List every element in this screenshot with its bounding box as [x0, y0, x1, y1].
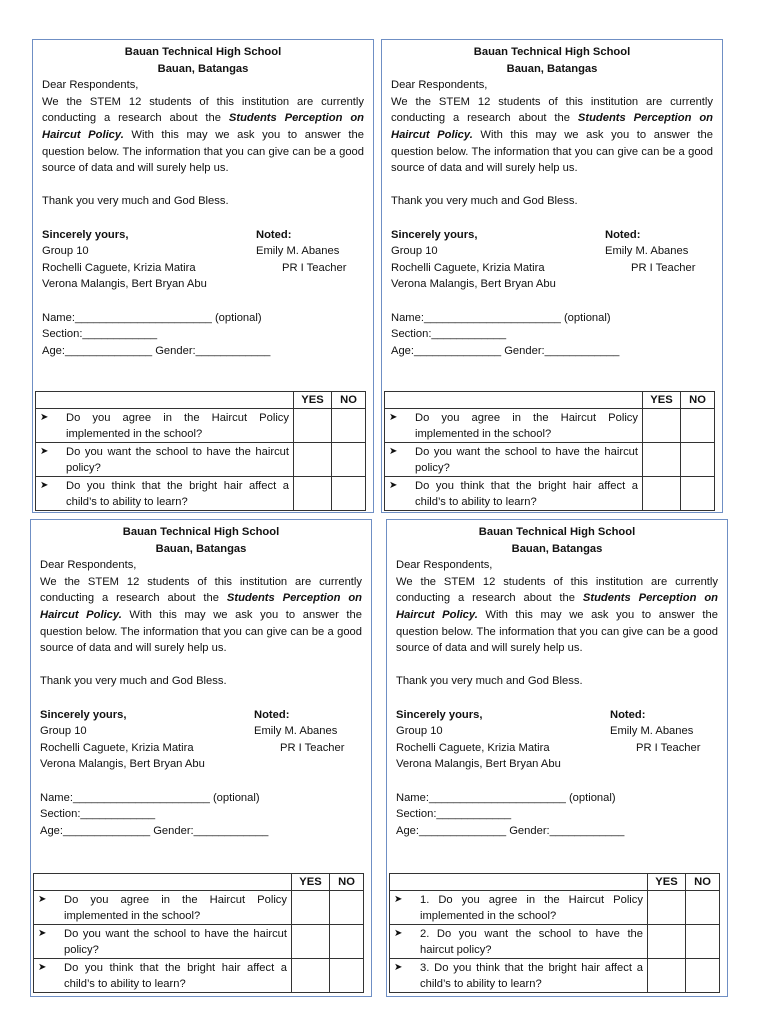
no-cell[interactable] — [681, 477, 715, 511]
question-2: Do you want the school to have the haircut policy? — [64, 928, 287, 956]
yes-cell[interactable] — [294, 443, 332, 477]
no-cell[interactable] — [330, 959, 364, 993]
name-field[interactable]: Name:______________________ (optional) — [40, 791, 260, 804]
school-name: Bauan Technical High School — [478, 526, 636, 538]
yes-cell[interactable] — [294, 477, 332, 511]
yes-cell[interactable] — [648, 959, 686, 993]
school-location: Bauan, Batangas — [506, 62, 598, 75]
members-line-1: Rochelli Caguete, Krizia Matira — [391, 261, 545, 274]
age-gender-field[interactable]: Age:______________ Gender:____________ — [391, 344, 620, 357]
question-3: Do you think that the bright hair affect a child’s to ability to learn? — [66, 480, 289, 508]
no-cell[interactable] — [681, 443, 715, 477]
arrow-bullet-icon: ➤ — [389, 446, 398, 457]
thanks-line: Thank you very much and God Bless. — [391, 195, 578, 208]
questions-table — [384, 391, 715, 511]
table-row — [385, 477, 715, 511]
group-name: Group 10 — [42, 245, 89, 258]
noted-label: Noted: — [605, 228, 641, 241]
yes-cell[interactable] — [643, 477, 681, 511]
name-field[interactable]: Name:______________________ (optional) — [42, 311, 262, 324]
research-topic: Students Perception on Haircut Policy. — [40, 592, 363, 621]
no-header: NO — [686, 874, 720, 891]
yes-cell[interactable] — [643, 443, 681, 477]
section-field[interactable]: Section:____________ — [42, 328, 158, 341]
yes-header: YES — [648, 874, 686, 891]
thanks-line: Thank you very much and God Bless. — [40, 675, 227, 688]
school-name: Bauan Technical High School — [122, 526, 280, 538]
sincerely-label: Sincerely yours, — [40, 708, 127, 721]
age-gender-field[interactable]: Age:______________ Gender:____________ — [40, 824, 269, 837]
teacher-name: Emily M. Abanes — [610, 725, 694, 738]
no-cell[interactable] — [330, 891, 364, 925]
thanks-line: Thank you very much and God Bless. — [42, 195, 229, 208]
yes-cell[interactable] — [648, 925, 686, 959]
research-topic: Students Perception on Haircut Policy. — [42, 112, 365, 141]
teacher-name: Emily M. Abanes — [605, 245, 689, 258]
members-line-1: Rochelli Caguete, Krizia Matira — [42, 261, 196, 274]
members-line-2: Verona Malangis, Bert Bryan Abu — [391, 278, 556, 291]
school-name: Bauan Technical High School — [473, 46, 631, 58]
arrow-bullet-icon: ➤ — [389, 412, 398, 423]
teacher-title: PR I Teacher — [282, 261, 347, 274]
no-cell[interactable] — [681, 409, 715, 443]
thanks-line: Thank you very much and God Bless. — [396, 675, 583, 688]
section-field[interactable]: Section:____________ — [391, 328, 507, 341]
table-row — [390, 891, 720, 925]
members-line-2: Verona Malangis, Bert Bryan Abu — [42, 278, 207, 291]
questions-table — [35, 391, 366, 511]
question-2: Do you want the school to have the haircut policy? — [415, 446, 638, 474]
no-cell[interactable] — [330, 925, 364, 959]
no-cell[interactable] — [332, 477, 366, 511]
yes-header: YES — [292, 874, 330, 891]
table-row — [390, 925, 720, 959]
no-header: NO — [330, 874, 364, 891]
letter-body: We the STEM 12 students of this institution are currently conducting a research about the Students Perception on Haircut Policy. With this may we ask you to answer the question below. The information that you can give can be a good source of data and will surely help us. — [391, 95, 714, 175]
name-field[interactable]: Name:______________________ (optional) — [396, 791, 616, 804]
members-line-2: Verona Malangis, Bert Bryan Abu — [396, 758, 561, 771]
yes-cell[interactable] — [294, 409, 332, 443]
yes-cell[interactable] — [648, 891, 686, 925]
question-3: Do you think that the bright hair affect a child’s to ability to learn? — [415, 480, 638, 508]
school-location: Bauan, Batangas — [511, 542, 603, 555]
arrow-bullet-icon: ➤ — [394, 962, 403, 973]
greeting: Dear Respondents, — [42, 79, 139, 92]
no-header: NO — [681, 392, 715, 409]
group-name: Group 10 — [40, 725, 87, 738]
no-header: NO — [332, 392, 366, 409]
arrow-bullet-icon: ➤ — [389, 480, 398, 491]
yes-header: YES — [294, 392, 332, 409]
question-3: 3. Do you think that the bright hair affect a child’s to ability to learn? — [420, 962, 643, 990]
noted-label: Noted: — [256, 228, 292, 241]
question-1: Do you agree in the Haircut Policy implemented in the school? — [66, 412, 289, 440]
no-cell[interactable] — [332, 409, 366, 443]
age-gender-field[interactable]: Age:______________ Gender:____________ — [42, 344, 271, 357]
no-cell[interactable] — [686, 959, 720, 993]
greeting: Dear Respondents, — [396, 559, 493, 572]
noted-label: Noted: — [610, 708, 646, 721]
arrow-bullet-icon: ➤ — [40, 412, 49, 423]
greeting: Dear Respondents, — [40, 559, 137, 572]
arrow-bullet-icon: ➤ — [40, 480, 49, 491]
table-row — [385, 443, 715, 477]
members-line-2: Verona Malangis, Bert Bryan Abu — [40, 758, 205, 771]
teacher-title: PR I Teacher — [280, 741, 345, 754]
questions-table — [389, 873, 720, 993]
group-name: Group 10 — [396, 725, 443, 738]
letter-body: We the STEM 12 students of this institution are currently conducting a research about the Students Perception on Haircut Policy. With this may we ask you to answer the question below. The information that you can give can be a good source of data and will surely help us. — [396, 575, 719, 655]
yes-header: YES — [643, 392, 681, 409]
question-1: Do you agree in the Haircut Policy implemented in the school? — [415, 412, 638, 440]
section-field[interactable]: Section:____________ — [396, 808, 512, 821]
teacher-title: PR I Teacher — [631, 261, 696, 274]
survey-card-4 — [386, 519, 728, 997]
age-gender-field[interactable]: Age:______________ Gender:____________ — [396, 824, 625, 837]
table-row — [34, 959, 364, 993]
yes-cell[interactable] — [292, 925, 330, 959]
arrow-bullet-icon: ➤ — [394, 928, 403, 939]
arrow-bullet-icon: ➤ — [394, 894, 403, 905]
arrow-bullet-icon: ➤ — [40, 446, 49, 457]
school-location: Bauan, Batangas — [155, 542, 247, 555]
table-row — [34, 925, 364, 959]
question-1: 1. Do you agree in the Haircut Policy implemented in the school? — [420, 894, 643, 922]
question-3: Do you think that the bright hair affect a child’s to ability to learn? — [64, 962, 287, 990]
group-name: Group 10 — [391, 245, 438, 258]
members-line-1: Rochelli Caguete, Krizia Matira — [40, 741, 194, 754]
table-row — [34, 891, 364, 925]
yes-cell[interactable] — [292, 891, 330, 925]
table-row — [390, 959, 720, 993]
arrow-bullet-icon: ➤ — [38, 928, 47, 939]
members-line-1: Rochelli Caguete, Krizia Matira — [396, 741, 550, 754]
teacher-title: PR I Teacher — [636, 741, 701, 754]
letter-body: We the STEM 12 students of this institution are currently conducting a research about the Students Perception on Haircut Policy. With this may we ask you to answer the question below. The information that you can give can be a good source of data and will surely help us. — [40, 575, 363, 655]
no-cell[interactable] — [686, 925, 720, 959]
survey-card-1 — [32, 39, 374, 513]
school-name: Bauan Technical High School — [124, 46, 282, 58]
letter-body: We the STEM 12 students of this institution are currently conducting a research about the Students Perception on Haircut Policy. With this may we ask you to answer the question below. The information that you can give can be a good source of data and will surely help us. — [42, 95, 365, 175]
question-1: Do you agree in the Haircut Policy implemented in the school? — [64, 894, 287, 922]
table-row — [36, 477, 366, 511]
survey-card-3 — [30, 519, 372, 997]
questions-table — [33, 873, 364, 993]
table-row — [36, 443, 366, 477]
teacher-name: Emily M. Abanes — [256, 245, 340, 258]
no-cell[interactable] — [686, 891, 720, 925]
arrow-bullet-icon: ➤ — [38, 894, 47, 905]
research-topic: Students Perception on Haircut Policy. — [391, 112, 714, 141]
yes-cell[interactable] — [292, 959, 330, 993]
question-2: 2. Do you want the school to have the haircut policy? — [420, 928, 643, 956]
section-field[interactable]: Section:____________ — [40, 808, 156, 821]
name-field[interactable]: Name:______________________ (optional) — [391, 311, 611, 324]
table-row — [36, 409, 366, 443]
sincerely-label: Sincerely yours, — [391, 228, 478, 241]
noted-label: Noted: — [254, 708, 290, 721]
arrow-bullet-icon: ➤ — [38, 962, 47, 973]
sincerely-label: Sincerely yours, — [42, 228, 129, 241]
survey-card-2 — [381, 39, 723, 513]
greeting: Dear Respondents, — [391, 79, 488, 92]
question-2: Do you want the school to have the haircut policy? — [66, 446, 289, 474]
school-location: Bauan, Batangas — [157, 62, 249, 75]
research-topic: Students Perception on Haircut Policy. — [396, 592, 719, 621]
no-cell[interactable] — [332, 443, 366, 477]
table-row — [385, 409, 715, 443]
sincerely-label: Sincerely yours, — [396, 708, 483, 721]
yes-cell[interactable] — [643, 409, 681, 443]
teacher-name: Emily M. Abanes — [254, 725, 338, 738]
